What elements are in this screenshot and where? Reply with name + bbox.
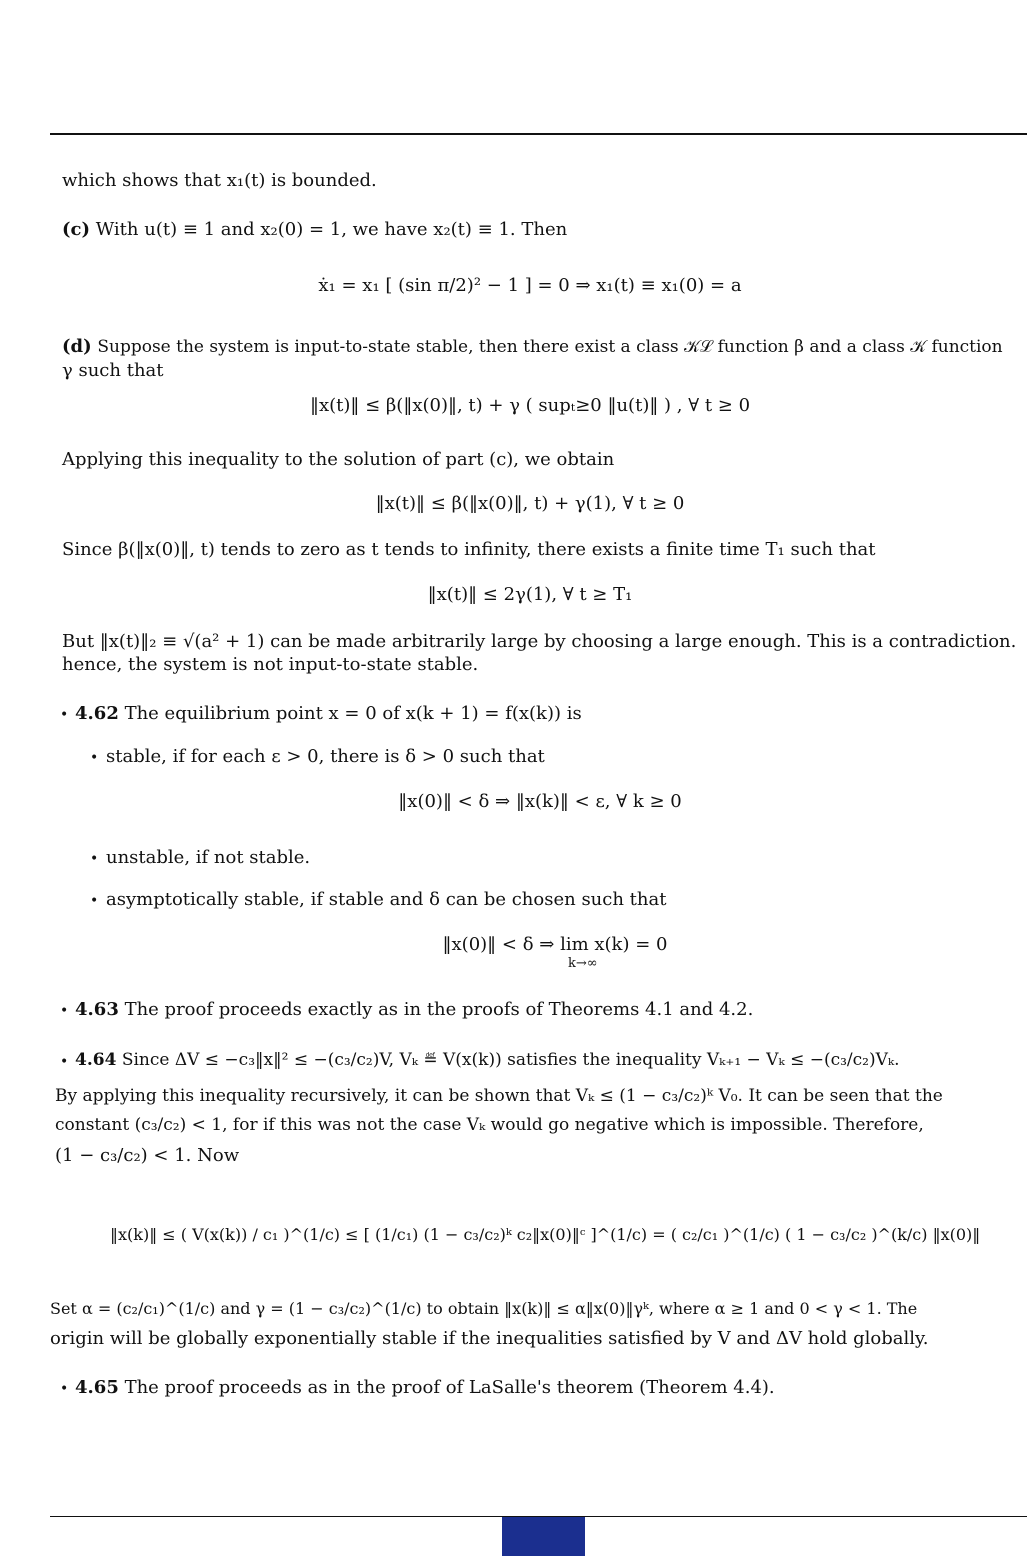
header-rule <box>50 133 1027 135</box>
but-line: But ‖x(t)‖₂ ≡ √(a² + 1) can be made arbitrarily large by choosing a large enough. This is a contradiction. <box>62 631 1017 652</box>
hence-line: hence, the system is not input-to-state stable. <box>62 654 479 675</box>
section-4-62-text: The equilibrium point x = 0 of x(k + 1) = f(x(k)) is <box>124 703 582 724</box>
section-4-64-text-b: By applying this inequality recursively, it can be shown that Vₖ ≤ (1 − c₃/c₂)ᵏ V₀. It can be seen that the <box>55 1086 943 1106</box>
equation-2gamma: ‖x(t)‖ ≤ 2γ(1), ∀ t ≥ T₁ <box>427 584 633 605</box>
part-d-text: Suppose the system is input-to-state stable, then there exist a class 𝒦ℒ function β and a class 𝒦 function <box>97 337 1003 357</box>
unstable-definition: unstable, if not stable. <box>106 847 311 868</box>
asymptotic-definition: asymptotically stable, if stable and δ can be chosen such that <box>106 889 667 910</box>
section-4-63 <box>75 1000 753 1021</box>
section-4-63-label: 4.63 <box>75 999 119 1020</box>
section-4-65-label: 4.65 <box>75 1377 119 1398</box>
equation-asymptotic <box>380 934 730 971</box>
section-4-64-text-c: constant (c₃/c₂) < 1, for if this was not the case Vₖ would go negative which is impossible. Therefore, <box>55 1115 924 1135</box>
equation-applied: ‖x(t)‖ ≤ β(‖x(0)‖, t) + γ(1), ∀ t ≥ 0 <box>375 493 685 514</box>
bullet-4-62: • <box>60 707 69 723</box>
equation-stable: ‖x(0)‖ < δ ⇒ ‖x(k)‖ < ε, ∀ k ≥ 0 <box>398 791 682 812</box>
page-tab-marker <box>502 1517 585 1556</box>
section-4-65 <box>75 1378 775 1399</box>
bullet-4-64: • <box>60 1054 69 1070</box>
bullet-4-63: • <box>60 1003 69 1019</box>
part-d-label: (d) <box>62 336 92 357</box>
bullet-asymptotic: • <box>90 893 99 909</box>
section-4-64-text-a: Since ΔV ≤ −c₃‖x‖² ≤ −(c₃/c₂)V, Vₖ ≝ V(x(k)) satisfies the inequality Vₖ₊₁ − Vₖ ≤ −(c₃/c₂)Vₖ. <box>121 1050 900 1070</box>
line-bounded: which shows that x₁(t) is bounded. <box>62 170 377 191</box>
equation-asymptotic-main: ‖x(0)‖ < δ ⇒ lim x(k) = 0 <box>442 934 668 955</box>
section-4-64-text-d: (1 − c₃/c₂) < 1. Now <box>55 1145 240 1166</box>
part-c-text: With u(t) ≡ 1 and x₂(0) = 1, we have x₂(t) ≡ 1. Then <box>95 219 568 240</box>
part-c-line <box>62 220 567 241</box>
equation-norm-bound: ‖x(k)‖ ≤ ( V(x(k)) / c₁ )^(1/c) ≤ [ (1/c₁) (1 − c₃/c₂)ᵏ c₂‖x(0)‖ᶜ ]^(1/c) = ( c₂/c₁ )^(1/c) ( 1 − c₃/c₂ )^(k/c) ‖x(0)‖ <box>110 1225 981 1244</box>
section-4-62 <box>75 704 582 725</box>
gamma-such-that: γ such that <box>62 360 164 381</box>
bullet-stable: • <box>90 750 99 766</box>
section-4-65-text: The proof proceeds as in the proof of LaSalle's theorem (Theorem 4.4). <box>124 1377 775 1398</box>
equation-x1-dot: ẋ₁ = x₁ [ (sin π/2)² − 1 ] = 0 ⇒ x₁(t) ≡ x₁(0) = a <box>318 275 742 296</box>
section-4-64-text-f: origin will be globally exponentially stable if the inequalities satisfied by V and ΔV hold globally. <box>50 1328 929 1349</box>
section-4-64-first <box>75 1051 900 1071</box>
limit-subscript: k→∞ <box>568 956 598 971</box>
stable-definition: stable, if for each ε > 0, there is δ > 0 such that <box>106 746 545 767</box>
section-4-62-label: 4.62 <box>75 703 119 724</box>
applying-line: Applying this inequality to the solution of part (c), we obtain <box>62 449 615 470</box>
bullet-unstable: • <box>90 851 99 867</box>
section-4-64-label: 4.64 <box>75 1050 117 1070</box>
section-4-63-text: The proof proceeds exactly as in the proofs of Theorems 4.1 and 4.2. <box>124 999 754 1020</box>
part-d-line <box>62 337 1003 358</box>
equation-iss: ‖x(t)‖ ≤ β(‖x(0)‖, t) + γ ( supₜ≥0 ‖u(t)‖ ) , ∀ t ≥ 0 <box>309 395 751 416</box>
section-4-64-text-e: Set α = (c₂/c₁)^(1/c) and γ = (1 − c₃/c₂)^(1/c) to obtain ‖x(k)‖ ≤ α‖x(0)‖γᵏ, where α ≥ 1 and 0 < γ < 1. The <box>50 1299 918 1318</box>
bullet-4-65: • <box>60 1381 69 1397</box>
since-beta-line: Since β(‖x(0)‖, t) tends to zero as t tends to infinity, there exists a finite time T₁ such that <box>62 539 876 560</box>
part-c-label: (c) <box>62 219 90 240</box>
